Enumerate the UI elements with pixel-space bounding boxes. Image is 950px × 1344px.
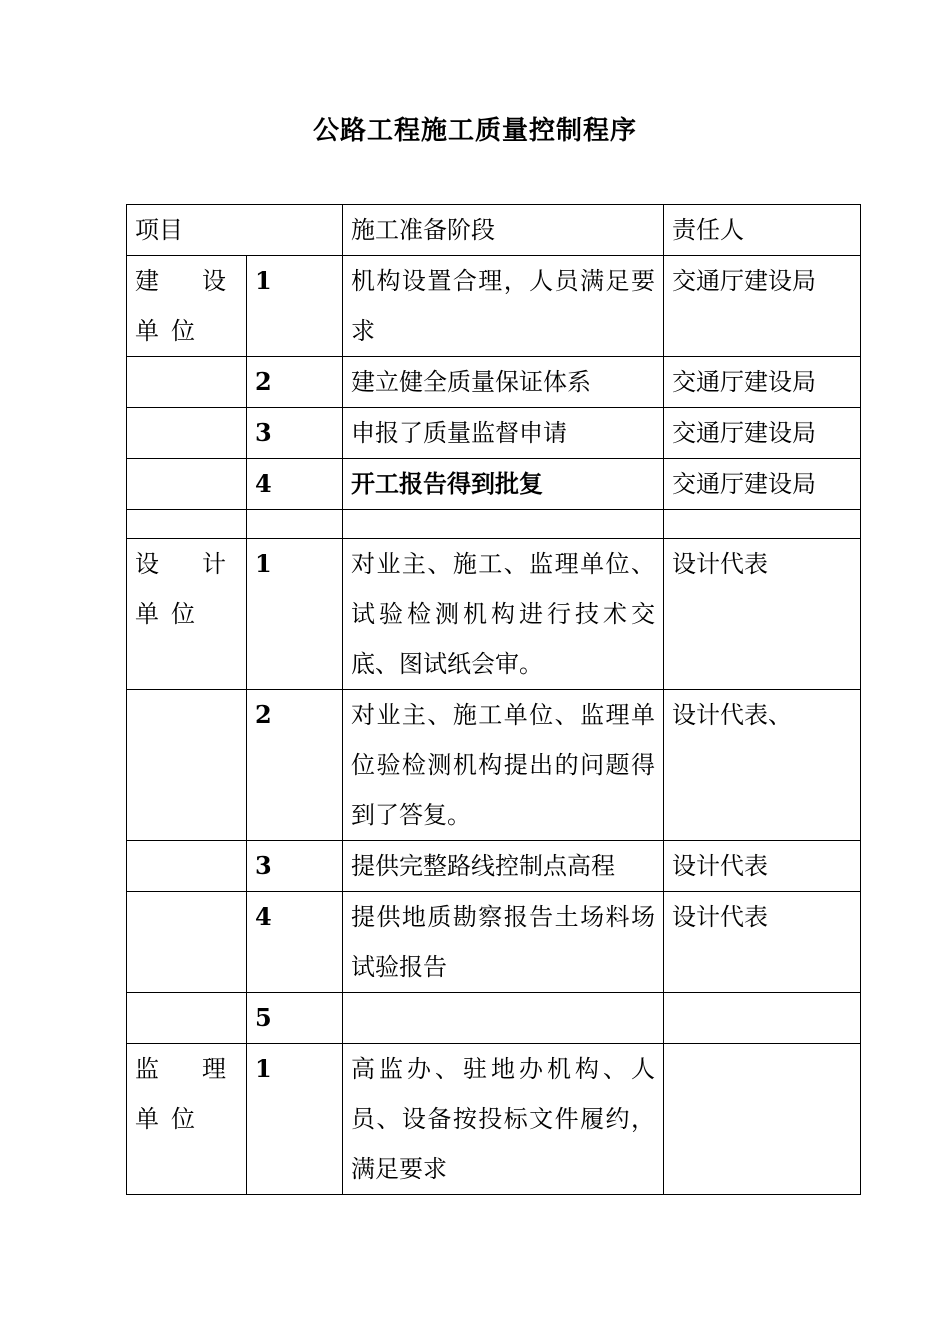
table-header-row [127,205,861,256]
row-content: 建立健全质量保证体系 [343,357,664,408]
row-number: 3 [247,408,343,459]
empty-unit-cell [127,408,247,459]
table-row [127,459,861,510]
row-content: 对业主、施工单位、监理单位验检测机构提出的问题得到了答复。 [343,690,664,841]
row-content: 提供地质勘察报告土场料场试验报告 [343,892,664,993]
spacer-row [127,510,861,539]
row-content: 开工报告得到批复 [343,459,664,510]
table-row [127,256,861,357]
row-content: 申报了质量监督申请 [343,408,664,459]
row-responsible: 交通厅建设局 [664,357,861,408]
row-number: 1 [247,1044,343,1195]
row-number: 1 [247,539,343,690]
empty-unit-cell [127,892,247,993]
page-title: 公路工程施工质量控制程序 [312,116,637,146]
empty-unit-cell [127,841,247,892]
row-number: 5 [247,993,343,1044]
row-responsible: 设计代表 [664,539,861,690]
empty-unit-cell [127,690,247,841]
row-number: 2 [247,357,343,408]
empty-unit-cell [127,357,247,408]
table-row [127,892,861,993]
row-content: 对业主、施工、监理单位、试验检测机构进行技术交底、图试纸会审。 [343,539,664,690]
row-responsible: 交通厅建设局 [664,256,861,357]
row-content [343,993,664,1044]
row-number: 3 [247,841,343,892]
row-responsible: 交通厅建设局 [664,459,861,510]
table-row [127,690,861,841]
row-responsible: 设计代表 [664,892,861,993]
row-responsible: 交通厅建设局 [664,408,861,459]
table-row [127,841,861,892]
empty-unit-cell [127,993,247,1044]
row-content: 机构设置合理，人员满足要求 [343,256,664,357]
row-responsible [664,993,861,1044]
row-responsible: 设计代表、 [664,690,861,841]
header-stage: 施工准备阶段 [343,205,664,256]
table-row [127,408,861,459]
table-row [127,1044,861,1195]
row-content: 提供完整路线控制点高程 [343,841,664,892]
empty-unit-cell [127,459,247,510]
row-number: 4 [247,892,343,993]
table-row [127,993,861,1044]
unit-label-supervision: 监理单位 [127,1044,247,1195]
row-responsible: 设计代表 [664,841,861,892]
header-item: 项目 [127,205,343,256]
row-number: 4 [247,459,343,510]
unit-label-design: 设计单位 [127,539,247,690]
table-row [127,539,861,690]
table-row [127,357,861,408]
row-number: 2 [247,690,343,841]
row-responsible [664,1044,861,1195]
unit-label-construction: 建设单位 [127,256,247,357]
row-content: 高监办、驻地办机构、人员、设备按投标文件履约，满足要求 [343,1044,664,1195]
quality-control-table [126,204,861,1195]
row-number: 1 [247,256,343,357]
header-responsible: 责任人 [664,205,861,256]
